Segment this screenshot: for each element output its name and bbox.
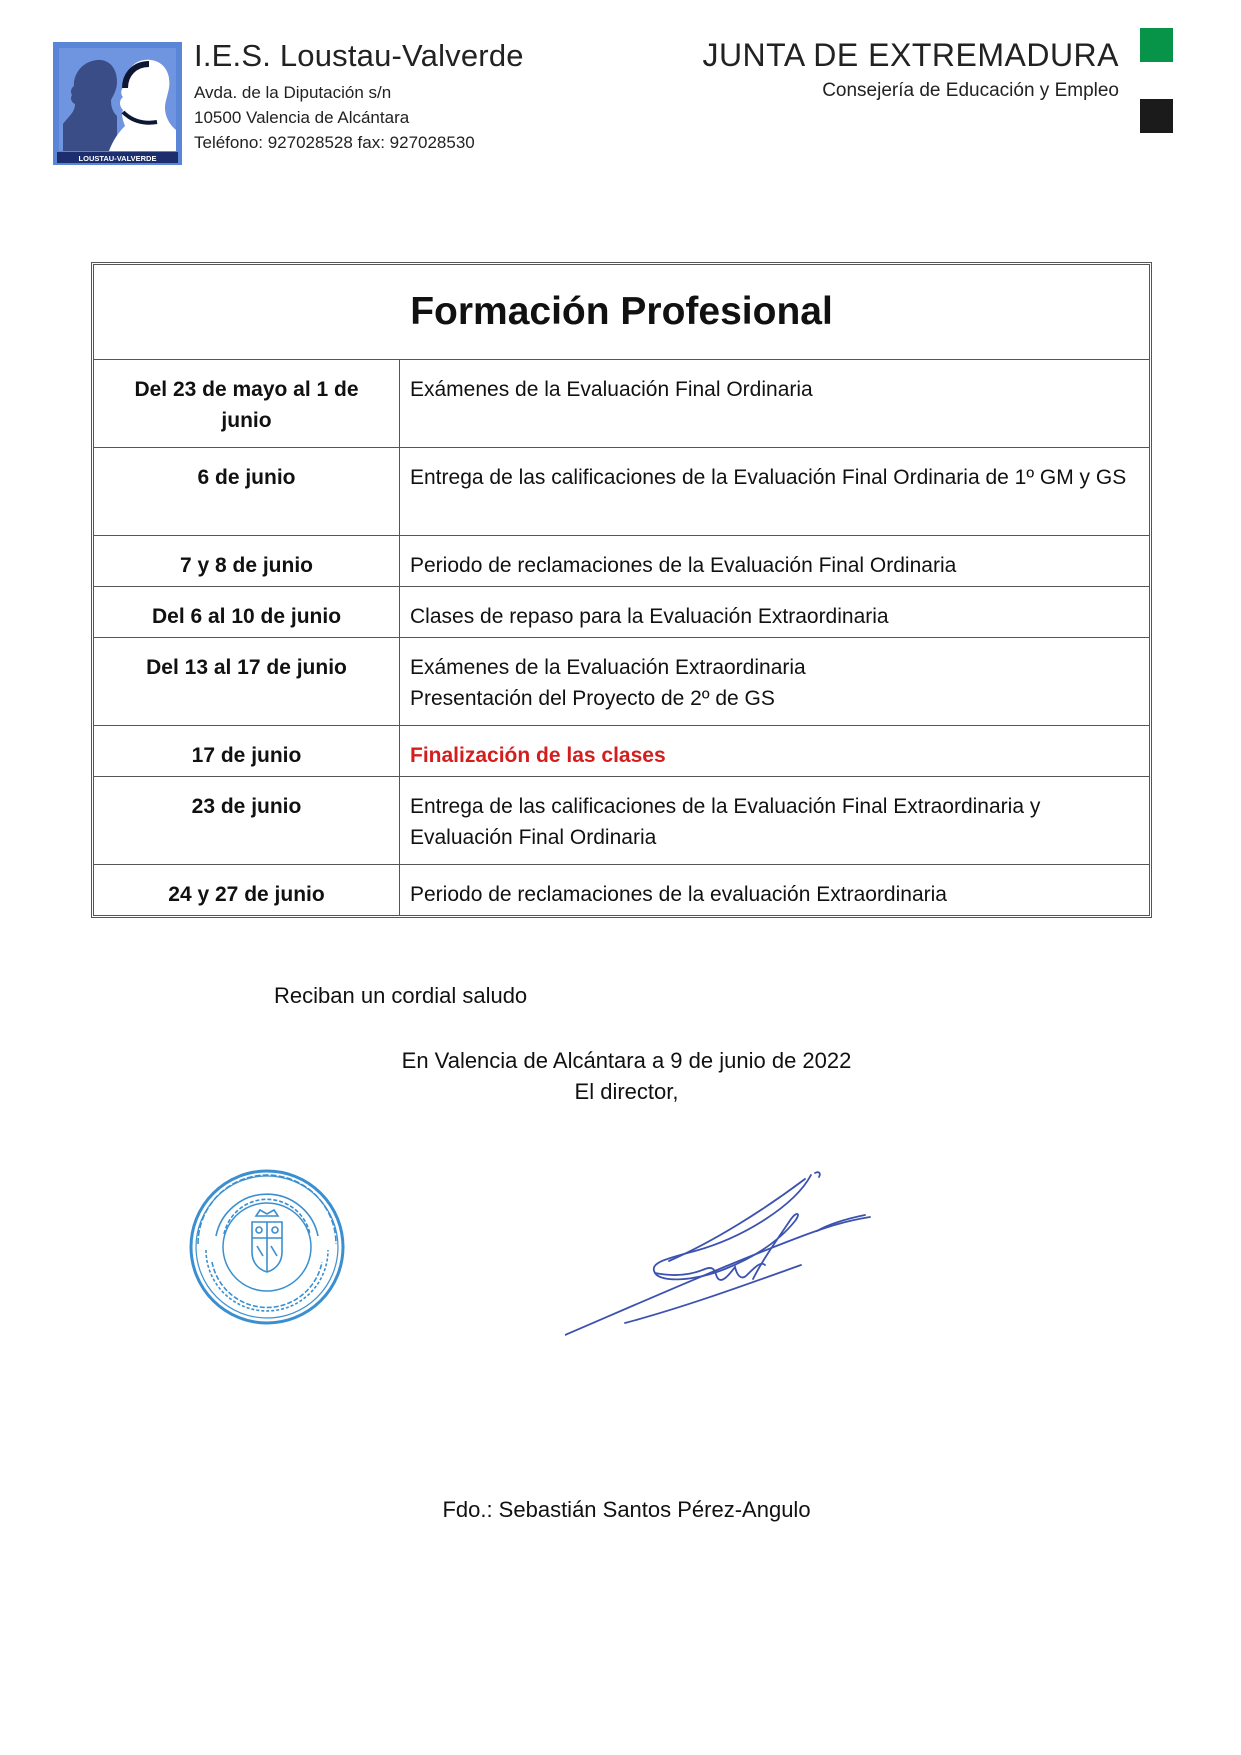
row-description [400, 587, 1149, 637]
table-row [94, 726, 1149, 777]
official-stamp-icon [186, 1166, 348, 1328]
row-date: Del 23 de mayo al 1 de junio [94, 360, 400, 447]
row-description-line: Entrega de las calificaciones de la Evaluación Final Ordinaria de 1º GM y GS [410, 466, 1127, 489]
row-date: 17 de junio [94, 726, 400, 776]
row-description-line: Periodo de reclamaciones de la evaluación Extraordinaria [410, 883, 947, 906]
row-description-line: Exámenes de la Evaluación Final Ordinaria [410, 378, 813, 401]
consejeria-name: Consejería de Educación y Empleo [822, 80, 1119, 101]
school-city: 10500 Valencia de Alcántara [194, 108, 410, 127]
row-description-highlighted [400, 726, 1149, 776]
logo-text: LOUSTAU-VALVERDE [78, 154, 157, 163]
row-description-line: Periodo de reclamaciones de la Evaluación Final Ordinaria [410, 554, 957, 577]
row-description [400, 448, 1149, 535]
school-name: I.E.S. Loustau-Valverde [194, 38, 524, 73]
table-row [94, 777, 1149, 865]
row-description-line: Exámenes de la Evaluación Extraordinaria [410, 656, 806, 679]
row-date: 7 y 8 de junio [94, 536, 400, 586]
junta-info [702, 36, 1119, 104]
school-info [194, 38, 524, 155]
row-description-line: Finalización de las clases [410, 744, 666, 767]
school-address: Avda. de la Diputación s/n [194, 83, 392, 102]
school-phone: Teléfono: 927028528 fax: 927028530 [194, 133, 475, 152]
calendar-table [91, 262, 1152, 918]
table-row [94, 360, 1149, 448]
row-description [400, 360, 1149, 447]
row-date: 6 de junio [94, 448, 400, 535]
table-row [94, 865, 1149, 915]
signed-by: Fdo.: Sebastián Santos Pérez-Angulo [442, 1497, 811, 1522]
green-square-icon [1140, 28, 1173, 62]
row-description [400, 777, 1149, 864]
row-description-line: Presentación del Proyecto de 2º de GS [410, 687, 775, 710]
row-date: 24 y 27 de junio [94, 865, 400, 915]
table-row [94, 587, 1149, 638]
coat-of-arms-icon [252, 1210, 282, 1272]
junta-name: JUNTA DE EXTREMADURA [702, 37, 1119, 73]
black-square-icon [1140, 99, 1173, 133]
signature-icon [565, 1165, 875, 1340]
school-logo [53, 42, 182, 165]
row-date: 23 de junio [94, 777, 400, 864]
row-date: Del 6 al 10 de junio [94, 587, 400, 637]
place-date-block [0, 1045, 1241, 1107]
table-row [94, 536, 1149, 587]
place-date: En Valencia de Alcántara a 9 de junio de 2022 [401, 1048, 852, 1073]
row-description [400, 638, 1149, 725]
table-row [94, 638, 1149, 726]
greeting: Reciban un cordial saludo [274, 983, 528, 1008]
table-title: Formación Profesional [94, 265, 1149, 360]
row-description [400, 865, 1149, 915]
row-description [400, 536, 1149, 586]
row-description-line: Clases de repaso para la Evaluación Extraordinaria [410, 605, 889, 628]
row-description-line: Entrega de las calificaciones de la Evaluación Final Extraordinaria y Evaluación Final Ordinaria [410, 795, 1041, 849]
row-date: Del 13 al 17 de junio [94, 638, 400, 725]
table-row [94, 448, 1149, 536]
signer-role: El director, [574, 1079, 679, 1104]
